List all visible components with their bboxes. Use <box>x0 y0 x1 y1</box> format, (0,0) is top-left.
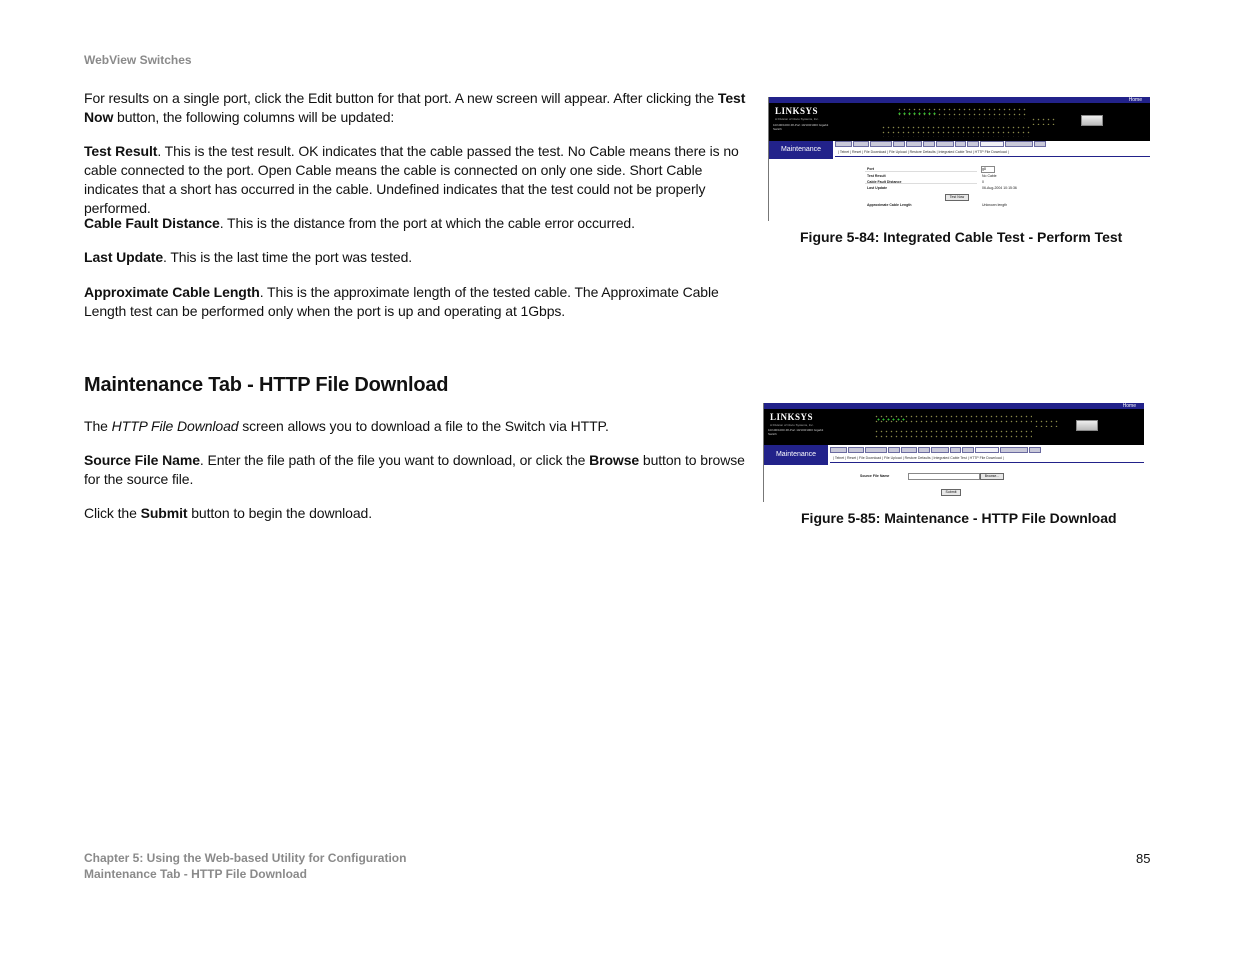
field-label-test-result: Test Result <box>867 174 886 178</box>
linksys-logo: LINKSYS <box>775 106 819 116</box>
intro-text-end: button, the following columns will be updated: <box>113 109 395 125</box>
test-result-text: . This is the test result. OK indicates that the cable passed the test. No Cable means there is no cable connected to the port. Open Cable means the cable is connected on only one side. Short Cable indicates that a short has occurred in the cable. Undefined indicates that the test could not be properly performed. <box>84 143 739 216</box>
maintenance-label: Maintenance <box>764 445 828 465</box>
http-intro-italic: HTTP File Download <box>111 418 239 434</box>
section-heading: Maintenance Tab - HTTP File Download <box>84 374 449 396</box>
screenshot-header <box>769 103 1150 141</box>
approx-length-paragraph <box>84 283 760 321</box>
port-image <box>1076 420 1098 431</box>
field-label-port: Port <box>867 167 874 171</box>
intro-text: For results on a single port, click the Edit button for that port. A new screen will appear. After clicking the <box>84 90 718 106</box>
field-value-approx-length: Unknown length <box>982 203 1008 207</box>
submit-text-end: button to begin the download. <box>187 505 373 521</box>
screenshot-subnav: | Telnet | Reset | File Download | File Upload | Restore Defaults | Integrated Cable Test | HTTP File Download | <box>835 148 1150 157</box>
http-intro-text: The <box>84 418 112 434</box>
footer-section: Maintenance Tab - HTTP File Download <box>84 867 307 881</box>
term-approx-length: Approximate Cable Length <box>84 284 260 300</box>
source-file-input[interactable] <box>908 473 980 480</box>
last-update-text: . This is the last time the port was tested. <box>163 249 413 265</box>
term-test-result: Test Result <box>84 143 158 159</box>
field-value-test-result: No Cable <box>982 174 997 178</box>
gigabit-leds <box>1034 419 1058 427</box>
screenshot-tabs <box>835 141 1046 147</box>
figure-85-caption: Figure 5-85: Maintenance - HTTP File Download <box>801 510 1117 526</box>
term-last-update: Last Update <box>84 249 164 265</box>
source-file-browse: Browse <box>589 452 640 468</box>
field-label-source-file: Source File Name <box>860 474 890 478</box>
test-result-paragraph <box>84 142 760 218</box>
field-label-last-update: Last Update <box>867 186 888 190</box>
screenshot-subnav: | Telnet | Reset | File Download | File Upload | Restore Defaults | Integrated Cable Test | HTTP File Download | <box>830 454 1144 463</box>
model-name: 10/100/1000 48-Port 10/100/1000 Gigabit Switch <box>773 123 829 131</box>
submit-text: Click the <box>84 505 141 521</box>
http-intro-paragraph <box>84 417 760 436</box>
field-label-cable-fault: Cable Fault Distance <box>867 180 902 184</box>
port-leds-bottom <box>874 429 1032 439</box>
gigabit-leds <box>1031 117 1057 125</box>
field-value-last-update: 06-Aug-2004 10:15:36 <box>982 186 1017 190</box>
submit-bold: Submit <box>140 505 188 521</box>
model-name: 10/100/1000 48-Port 10/100/1000 Gigabit Switch <box>768 428 824 436</box>
home-link: Home <box>1122 403 1136 409</box>
logo-subtitle: A Division of Cisco Systems, Inc. <box>775 117 819 121</box>
logo-subtitle: A Division of Cisco Systems, Inc. <box>770 423 814 427</box>
figure-84-caption: Figure 5-84: Integrated Cable Test - Perform Test <box>800 229 1123 245</box>
linksys-logo: LINKSYS <box>770 412 814 422</box>
port-leds-active <box>876 417 906 422</box>
test-now-button[interactable]: Test Now <box>945 194 969 201</box>
approx-length-text: . This is the approximate length of the tested cable. The Approximate Cable Length test can be performed only when the port is up and operating at 1Gbps. <box>84 284 719 319</box>
page-number: 85 <box>1136 851 1151 866</box>
field-value-cable-fault: 0 <box>982 180 984 184</box>
term-source-file: Source File Name <box>84 452 200 468</box>
source-file-paragraph <box>84 451 760 489</box>
source-file-text-end: button to browse for the source file. <box>84 452 745 487</box>
field-label-approx-length: Approximate Cable Length <box>867 203 912 207</box>
home-link: Home <box>1128 97 1142 103</box>
field-rule <box>865 171 977 172</box>
port-leds-bottom <box>881 125 1031 137</box>
cable-fault-text: . This is the distance from the port at which the cable error occurred. <box>219 215 635 231</box>
intro-test-now: Test Now <box>84 90 746 125</box>
cable-fault-paragraph <box>84 214 760 233</box>
port-leds-active <box>897 111 937 116</box>
field-value-port: g8 <box>982 167 986 171</box>
figure-85-screenshot <box>763 403 1144 502</box>
footer-chapter: Chapter 5: Using the Web-based Utility for Configuration <box>84 851 407 865</box>
source-file-text: . Enter the file path of the file you want to download, or click the <box>199 452 590 468</box>
http-intro-text-end: screen allows you to download a file to the Switch via HTTP. <box>238 418 609 434</box>
figure-84-screenshot <box>768 97 1150 221</box>
intro-paragraph <box>84 89 760 127</box>
maintenance-label: Maintenance <box>769 141 833 159</box>
submit-button[interactable]: Submit <box>941 489 961 496</box>
submit-paragraph <box>84 504 760 523</box>
last-update-paragraph <box>84 248 760 267</box>
browse-button[interactable]: Browse... <box>980 473 1004 480</box>
running-header: WebView Switches <box>84 53 192 67</box>
port-image <box>1081 115 1103 126</box>
screenshot-tabs <box>830 447 1041 453</box>
screenshot-header <box>764 409 1144 445</box>
term-cable-fault: Cable Fault Distance <box>84 215 220 231</box>
